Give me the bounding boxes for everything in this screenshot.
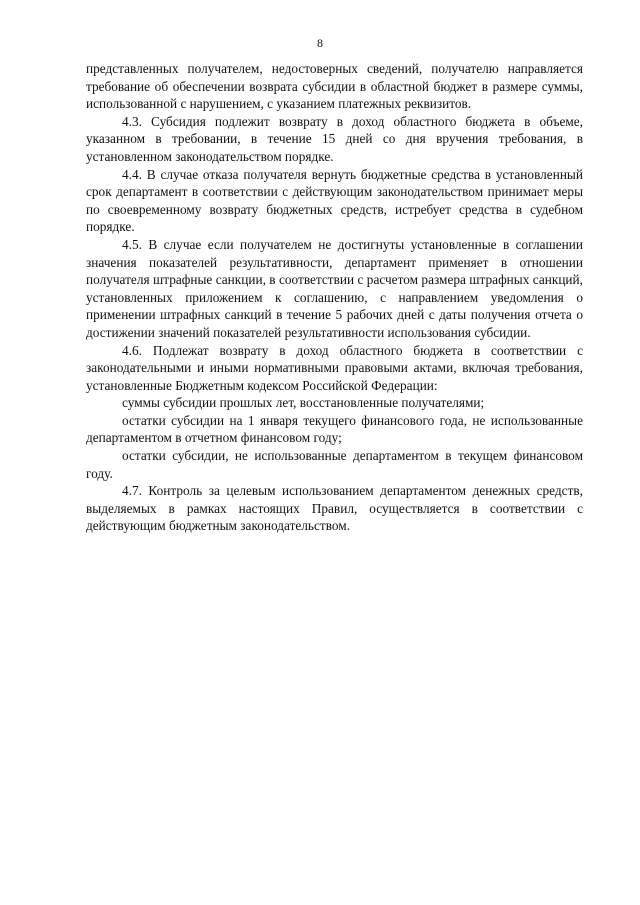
paragraph-4-3: 4.3. Субсидия подлежит возврату в доход областного бюджета в объеме, указанном в требовании, в течение 15 дней со дня вручения требования, в установленном законодательством порядке. <box>86 113 583 164</box>
document-body <box>86 60 583 535</box>
list-item-prior-years: суммы субсидии прошлых лет, восстановленные получателями; <box>122 395 485 411</box>
paragraph-4-4: 4.4. В случае отказа получателя вернуть бюджетные средства в установленный срок департамент в соответствии с действующим законодательством принимает меры по своевременному возврату бюджетных средств, истребует средства в судебном порядке. <box>86 166 583 235</box>
paragraph-4-7: 4.7. Контроль за целевым использованием департаментом денежных средств, выделяемых в рамках настоящих Правил, осуществляется в соответствии с действующим бюджетным законодательством. <box>86 483 583 534</box>
list-item-current-year-balance: остатки субсидии, не использованные департаментом в текущем финансовом году. <box>86 448 583 481</box>
list-item-january-balance: остатки субсидии на 1 января текущего финансового года, не использованные департаментом в отчетном финансовом году; <box>86 412 583 446</box>
paragraph-continuation: представленных получателем, недостоверных сведений, получателю направляется требование об обеспечении возврата субсидии в областной бюджет в размере суммы, использованной с нарушением, с указанием платежных реквизитов. <box>86 61 583 112</box>
paragraph-4-6: 4.6. Подлежат возврату в доход областного бюджета в соответствии с законодательными и иными нормативными правовыми актами, включая требования, установленные Бюджетным кодексом Российской Федерации: <box>86 342 583 393</box>
page-number: 8 <box>317 36 323 50</box>
paragraph-4-5: 4.5. В случае если получателем не достигнуты установленные в соглашении значения показателей результативности, департамент применяет в отношении получателя штрафные санкции, в соответствии с расчетом размера штрафных санкций, установленных приложением к соглашению, с направлением уведомления о применении штрафных санкций в течение 5 рабочих дней с даты получения отчета о достижении значений показателей результативности использования субсидии. <box>86 236 583 340</box>
